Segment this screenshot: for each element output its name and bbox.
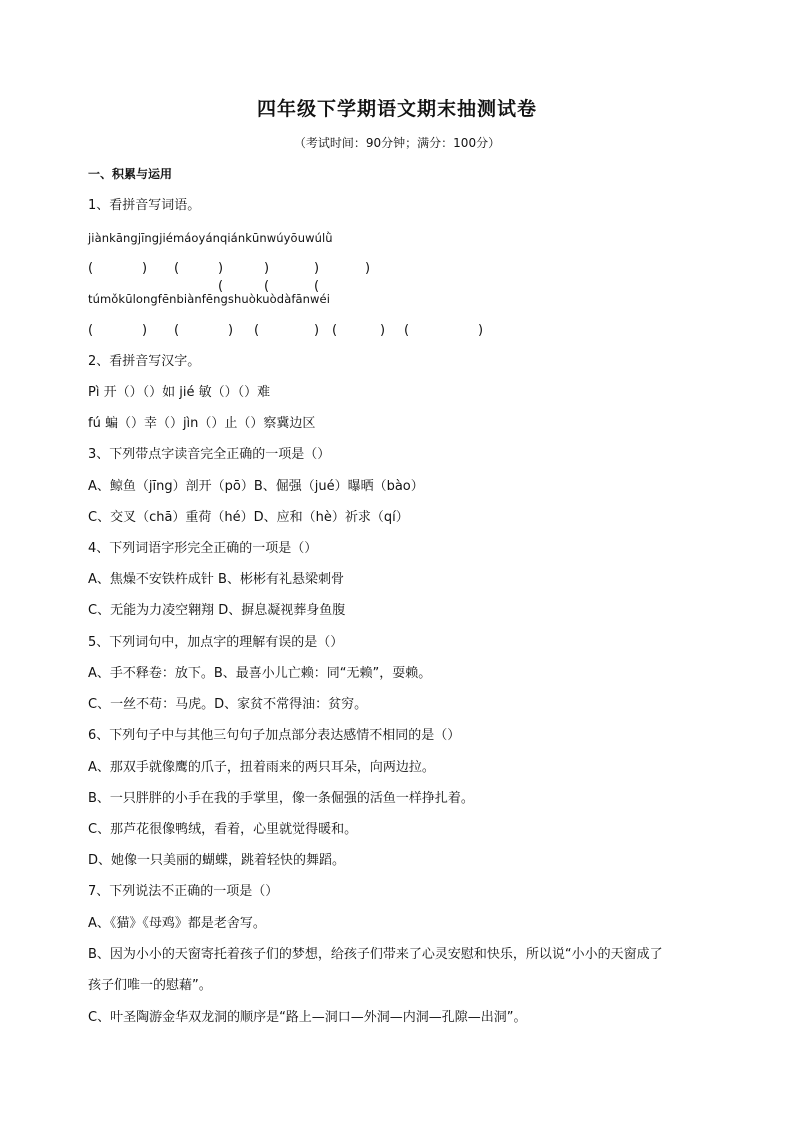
blank-paren: ) <box>142 261 148 276</box>
blank-paren: ( <box>254 323 260 338</box>
question-5-stem: 5、下列词句中，加点字的理解有误的是（） <box>88 635 344 650</box>
blank-paren: )( <box>264 261 270 294</box>
question-1-pinyin-line-1: jiànkāngjīngjiémáoyánqiánkūnwúyōuwúlǜ <box>88 231 333 245</box>
blank-paren: ( <box>88 261 94 276</box>
exam-title: 四年级下学期语文期末抽测试卷 <box>256 98 537 120</box>
blank-paren: ( <box>404 323 410 338</box>
exam-subtitle: （考试时间：90分钟；满分：100分） <box>293 136 501 150</box>
question-6-stem: 6、下列句子中与其他三句句子加点部分表达感情不相同的是（） <box>88 728 461 743</box>
question-6-option-a: A、那双手就像鹰的爪子，扭着雨来的两只耳朵，向两边拉。 <box>88 760 435 775</box>
question-2-line-1: Pì 开（）（）如 jié 敏（）（）难 <box>88 385 271 400</box>
blank-paren: ) <box>365 261 371 276</box>
question-7-option-b-line-1: B、因为小小的天窗寄托着孩子们的梦想，给孩子们带来了心灵安慰和快乐，所以说“小小的天窗成了 <box>88 947 663 962</box>
question-4-stem: 4、下列词语字形完全正确的一项是（） <box>88 541 318 556</box>
blank-paren: )( <box>218 261 224 294</box>
question-7-option-c: C、叶圣陶游金华双龙洞的顺序是“路上—洞口—外洞—内洞—孔隙—出洞”。 <box>88 1010 527 1025</box>
question-2-line-2: fú 蝙（）幸（）jìn（）止（）察冀边区 <box>88 416 316 431</box>
blank-paren: ) <box>314 323 320 338</box>
blank-paren: ) <box>142 323 148 338</box>
blank-paren: ( <box>88 323 94 338</box>
question-7-option-b-line-2: 孩子们唯一的慰藉”。 <box>88 978 212 993</box>
question-6-option-c: C、那芦花很像鸭绒，看着，心里就觉得暖和。 <box>88 822 358 837</box>
question-4-option-ab: A、焦燥不安铁杵成针 B、彬彬有礼悬梁刺骨 <box>88 572 344 587</box>
blank-paren: ( <box>174 261 180 276</box>
blank-paren: ) <box>380 323 386 338</box>
question-3-option-cd: C、交叉（chā）重荷（hé）D、应和（hè）祈求（qí） <box>88 510 409 525</box>
question-2-stem: 2、看拼音写汉字。 <box>88 354 201 369</box>
section-heading: 一、积累与运用 <box>88 167 173 181</box>
blank-paren: ( <box>174 323 180 338</box>
question-3-option-ab: A、鲸鱼（jīng）剖开（pō）B、倔强（jué）曝晒（bào） <box>88 479 424 494</box>
blank-paren: ) <box>228 323 234 338</box>
question-1-pinyin-line-2: túmǒkūlongfēnbiànfēngshuòkuòdàfānwéi <box>88 292 331 306</box>
blank-paren: )( <box>314 261 320 294</box>
question-3-stem: 3、下列带点字读音完全正确的一项是（） <box>88 447 331 462</box>
question-5-option-ab: A、手不释卷：放下。B、最喜小儿亡赖：同“无赖”，耍赖。 <box>88 666 432 681</box>
question-7-option-a: A、《猫》《母鸡》都是老舍写。 <box>88 916 266 931</box>
question-7-stem: 7、下列说法不正确的一项是（） <box>88 884 279 899</box>
question-4-option-cd: C、无能为力凌空翱翔 D、摒息凝视葬身鱼腹 <box>88 603 346 618</box>
question-5-option-cd: C、一丝不苟：马虎。D、家贫不常得油：贫穷。 <box>88 697 368 712</box>
blank-paren: ( <box>332 323 338 338</box>
question-6-option-d: D、她像一只美丽的蝴蝶，跳着轻快的舞蹈。 <box>88 853 346 868</box>
question-1-stem: 1、看拼音写词语。 <box>88 198 201 213</box>
blank-paren: ) <box>478 323 484 338</box>
question-6-option-b: B、一只胖胖的小手在我的手掌里，像一条倔强的活鱼一样挣扎着。 <box>88 791 474 806</box>
